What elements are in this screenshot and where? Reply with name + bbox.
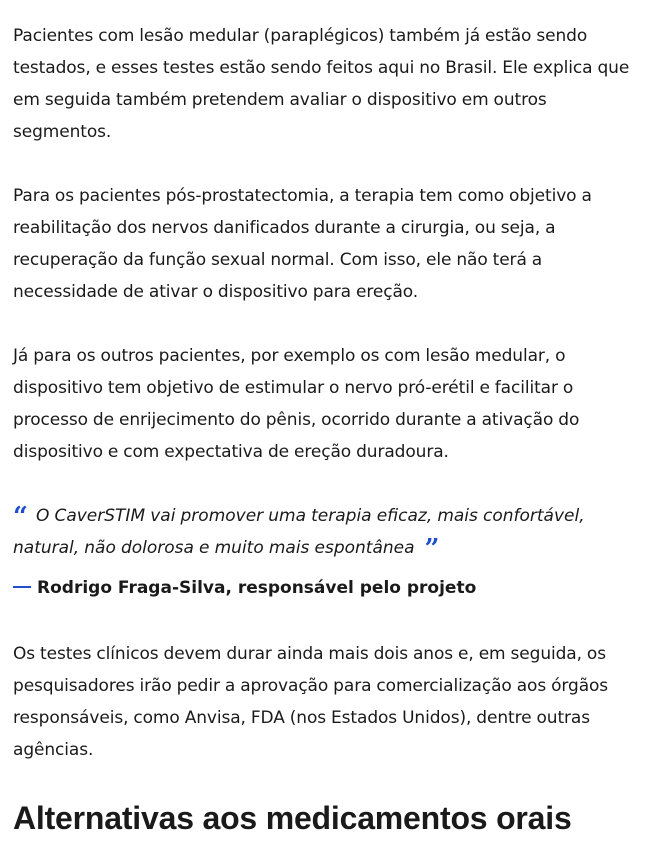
attribution-text: Rodrigo Fraga-Silva, responsável pelo projeto xyxy=(37,578,477,598)
quote-attribution xyxy=(13,572,653,604)
paragraph-3: Já para os outros pacientes, por exemplo os com lesão medular, o dispositivo tem objetivo de estimular o nervo pró-erétil e facilitar o processo de enrijecimento do pênis, ocorrido durante a ativação do dispositivo e com expectativa de ereção duradoura. xyxy=(13,346,580,462)
paragraph-2: Para os pacientes pós-prostatectomia, a terapia tem como objetivo a reabilitação dos nervos danificados durante a cirurgia, ou seja, a recuperação da função sexual normal. Com isso, ele não terá a necessidade de ativar o dispositivo para ereção. xyxy=(13,186,592,302)
quote-text-line xyxy=(13,500,638,564)
quote-text: O CaverSTIM vai promover uma terapia eficaz, mais confortável, natural, não dolorosa e muito mais espontânea xyxy=(13,506,585,558)
attribution-dash-icon xyxy=(13,586,31,588)
open-quote-icon: “ xyxy=(13,502,28,532)
article-body xyxy=(13,20,653,838)
section-heading: Alternativas aos medicamentos orais xyxy=(13,800,572,836)
close-quote-icon: ” xyxy=(424,534,440,564)
pull-quote xyxy=(13,500,653,604)
paragraph-1: Pacientes com lesão medular (paraplégicos) também já estão sendo testados, e esses testes estão sendo feitos aqui no Brasil. Ele explica que em seguida também pretendem avaliar o dispositivo em outros segmentos. xyxy=(13,26,630,142)
paragraph-4: Os testes clínicos devem durar ainda mais dois anos e, em seguida, os pesquisadores irão pedir a aprovação para comercialização aos órgãos responsáveis, como Anvisa, FDA (nos Estados Unidos), dentre outras agências. xyxy=(13,644,609,760)
